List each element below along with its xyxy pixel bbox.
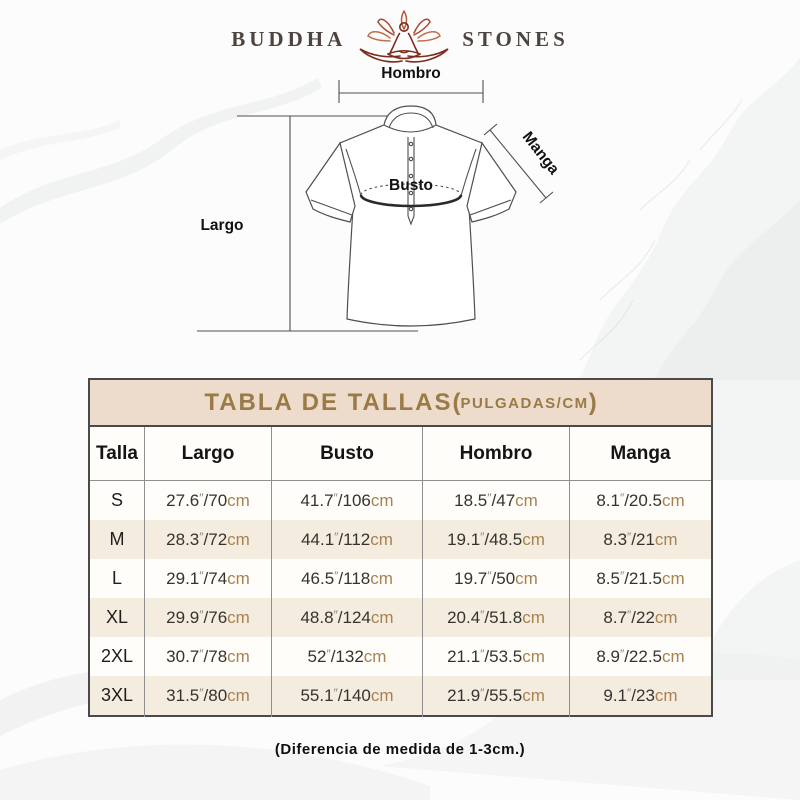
busto-cell: 44.1″/112cm bbox=[271, 520, 422, 561]
manga-top-tick bbox=[484, 124, 497, 135]
table-title-paren-close: ) bbox=[588, 388, 597, 416]
busto-label: Busto bbox=[389, 177, 433, 194]
measurement-tolerance-note: (Diferencia de medida de 1-3cm.) bbox=[274, 741, 526, 758]
largo-cell: 31.5″/80cm bbox=[144, 676, 271, 717]
largo-cell: 29.1″/74cm bbox=[144, 559, 271, 600]
talla-cell: XL bbox=[105, 607, 129, 627]
hombro-cell: 19.7″/50cm bbox=[422, 559, 569, 600]
column-header-talla: Talla bbox=[96, 442, 138, 464]
table-title-text: TABLA DE TALLAS bbox=[204, 388, 453, 416]
table-row bbox=[90, 481, 711, 520]
hombro-cell: 19.1″/48.5cm bbox=[422, 520, 569, 561]
size-table-body bbox=[90, 481, 711, 715]
manga-cell: 8.7″/22cm bbox=[569, 598, 711, 639]
table-row bbox=[90, 676, 711, 715]
talla-cell: S bbox=[110, 490, 123, 510]
table-row bbox=[90, 520, 711, 559]
shirt-body bbox=[340, 106, 482, 326]
table-row bbox=[90, 559, 711, 598]
talla-cell: 3XL bbox=[100, 685, 134, 705]
manga-cell: 8.1″/20.5cm bbox=[569, 481, 711, 522]
largo-cell: 27.6″/70cm bbox=[144, 481, 271, 522]
busto-cell: 41.7″/106cm bbox=[271, 481, 422, 522]
largo-cell: 30.7″/78cm bbox=[144, 637, 271, 678]
size-table-header bbox=[90, 427, 711, 481]
table-row bbox=[90, 598, 711, 637]
manga-cell: 8.3″/21cm bbox=[569, 520, 711, 561]
busto-cell: 48.8″/124cm bbox=[271, 598, 422, 639]
shirt-measurement-diagram bbox=[180, 56, 600, 348]
busto-cell: 55.1″/140cm bbox=[271, 676, 422, 717]
talla-cell: 2XL bbox=[100, 646, 134, 666]
manga-cell: 8.9″/22.5cm bbox=[569, 637, 711, 678]
brand-name-left: BUDDHA bbox=[231, 26, 347, 51]
table-row bbox=[90, 637, 711, 676]
size-table bbox=[88, 378, 713, 717]
talla-cell: M bbox=[109, 529, 125, 549]
hombro-cell: 18.5″/47cm bbox=[422, 481, 569, 522]
column-header-largo: Largo bbox=[144, 427, 271, 480]
largo-cell: 28.3″/72cm bbox=[144, 520, 271, 561]
table-title-units: PULGADAS/CM bbox=[460, 395, 589, 412]
manga-cell: 9.1″/23cm bbox=[569, 676, 711, 717]
busto-cell: 46.5″/118cm bbox=[271, 559, 422, 600]
hombro-cell: 21.9″/55.5cm bbox=[422, 676, 569, 717]
column-header-manga: Manga bbox=[569, 427, 711, 480]
size-table-title bbox=[90, 380, 711, 427]
largo-label: Largo bbox=[200, 217, 244, 234]
hombro-cell: 21.1″/53.5cm bbox=[422, 637, 569, 678]
talla-cell: L bbox=[111, 568, 122, 588]
manga-label: Manga bbox=[518, 128, 563, 178]
hombro-cell: 20.4″/51.8cm bbox=[422, 598, 569, 639]
brand-name-right: STONES bbox=[462, 26, 569, 51]
table-title-paren-open: ( bbox=[452, 388, 461, 416]
column-header-hombro: Hombro bbox=[422, 427, 569, 480]
column-header-busto: Busto bbox=[271, 427, 422, 480]
hombro-label: Hombro bbox=[381, 65, 441, 82]
largo-cell: 29.9″/76cm bbox=[144, 598, 271, 639]
busto-cell: 52″/132cm bbox=[271, 637, 422, 678]
manga-cell: 8.5″/21.5cm bbox=[569, 559, 711, 600]
